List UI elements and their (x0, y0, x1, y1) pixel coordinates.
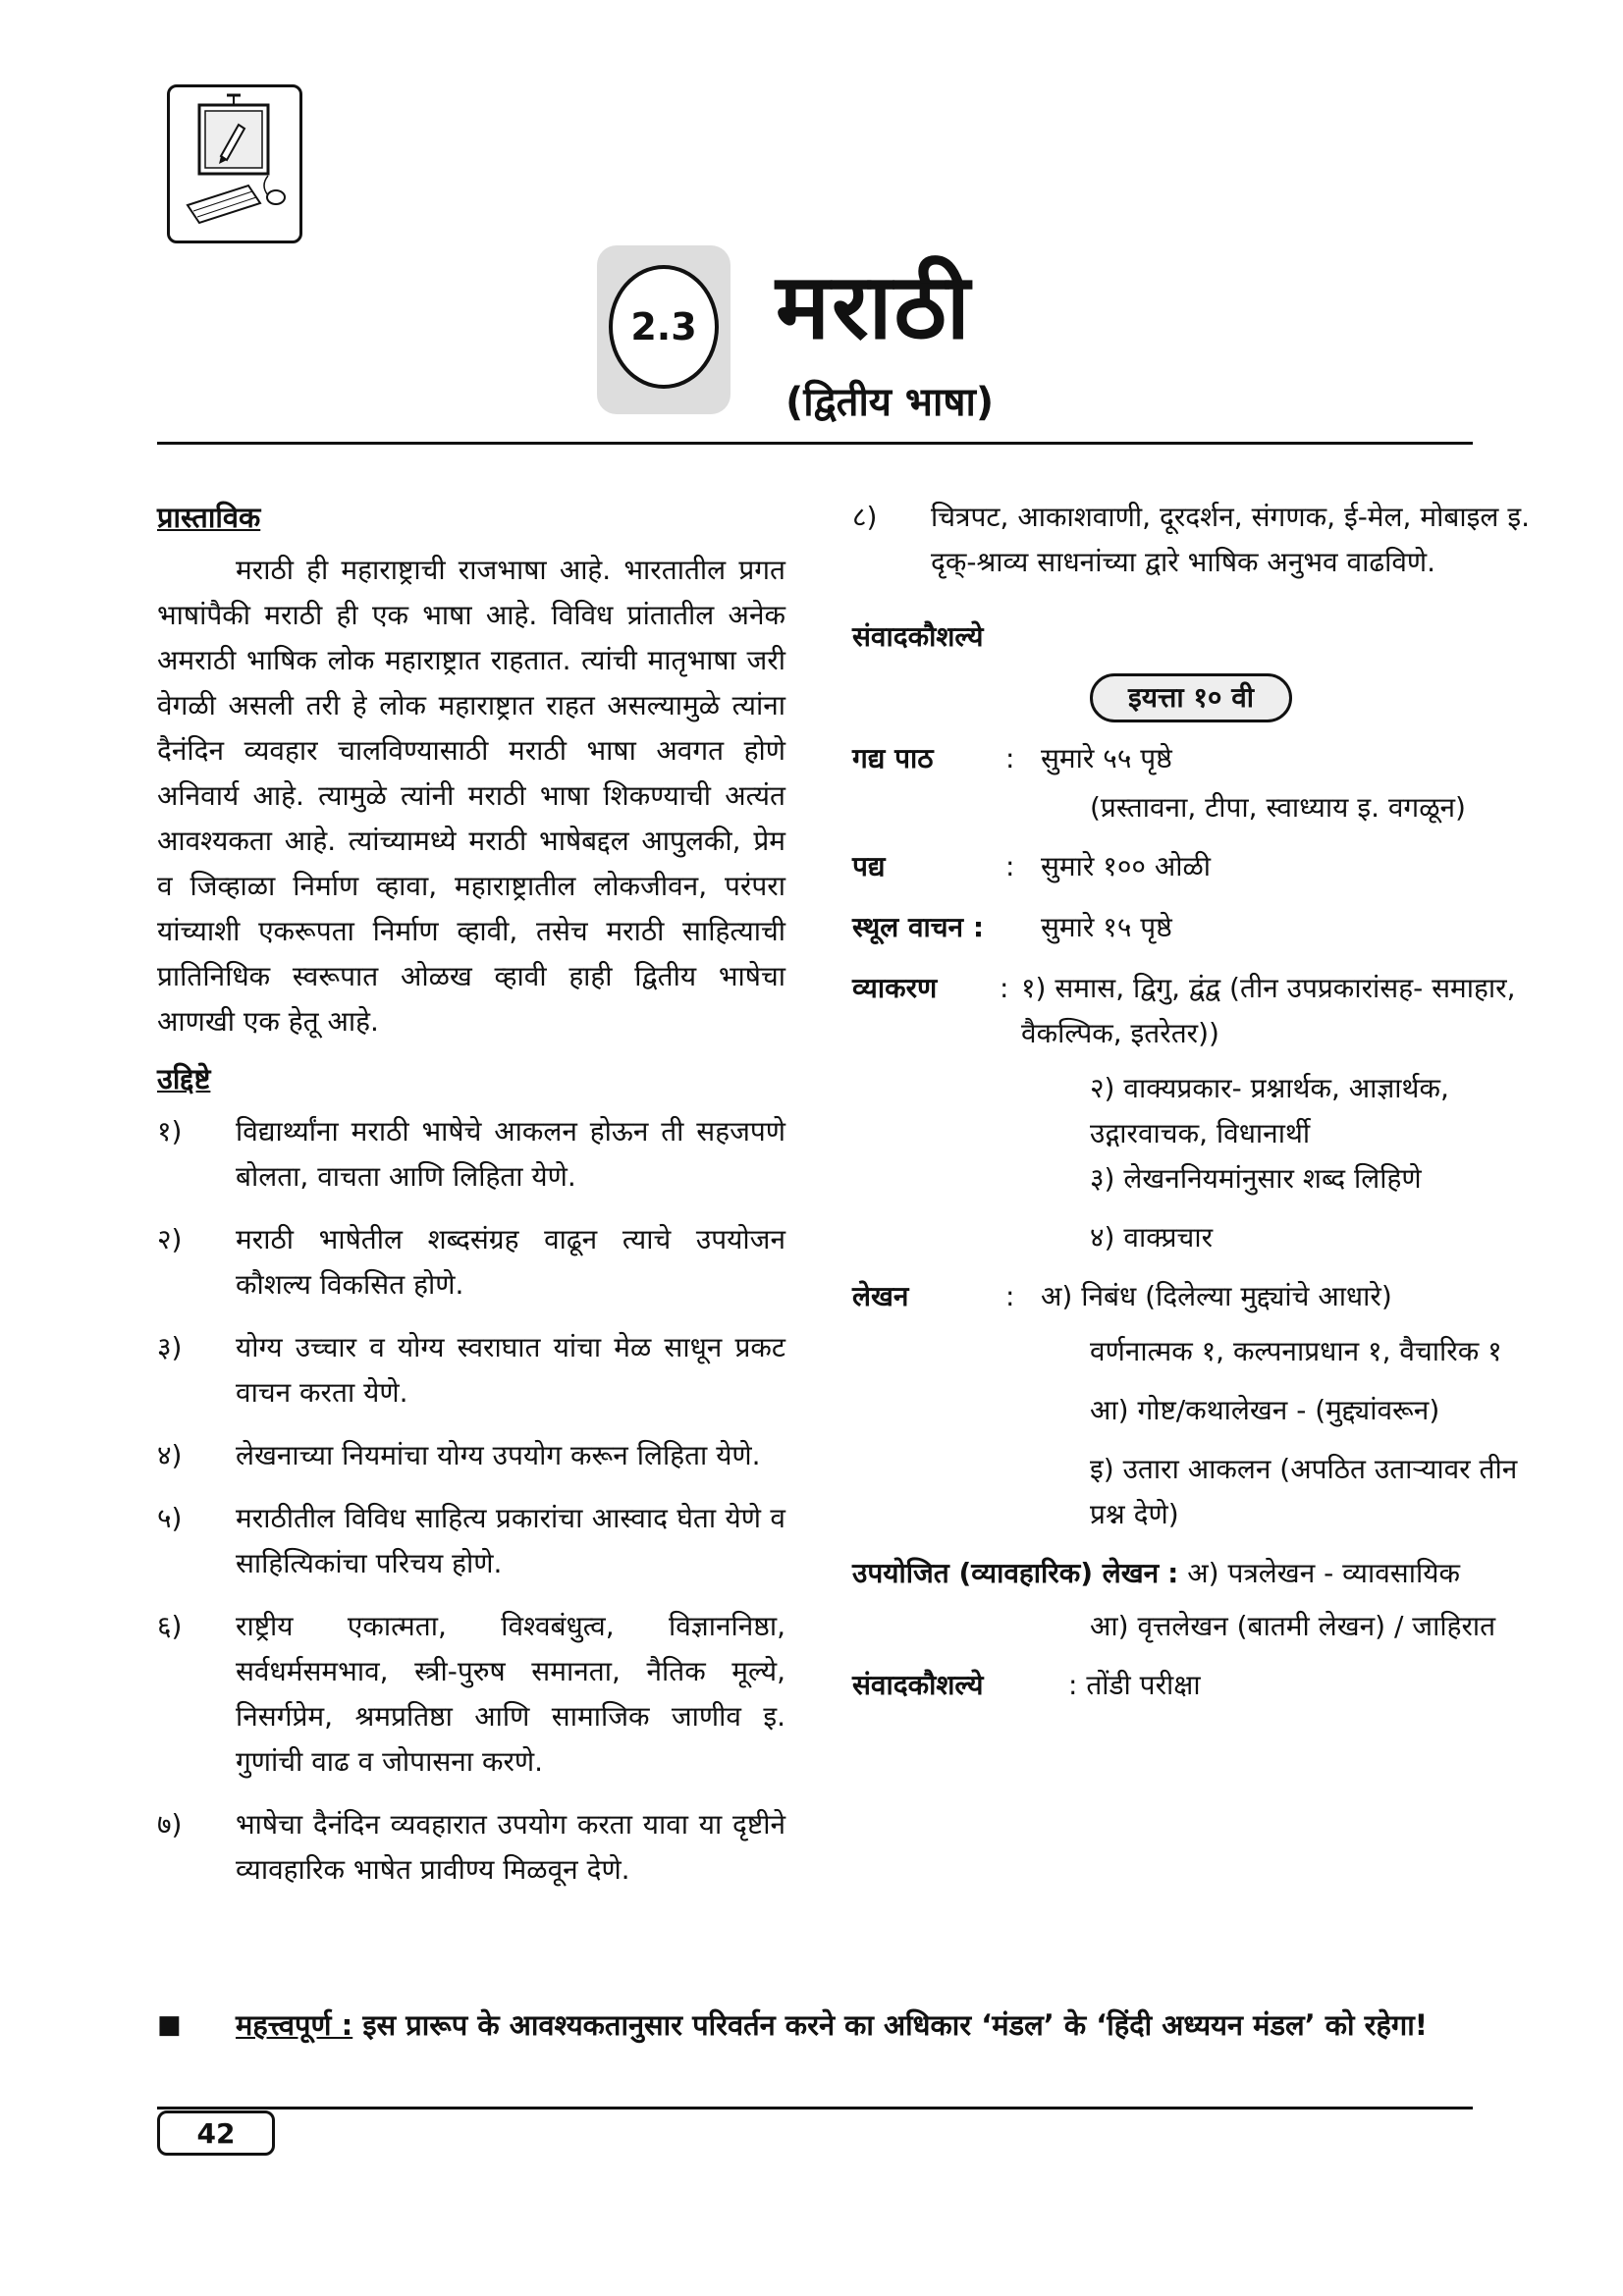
objective-num: ७) (157, 1808, 183, 1841)
objective-num: १) (157, 1115, 183, 1148)
computer-desk-icon (170, 87, 299, 240)
objective-item (852, 495, 1530, 585)
sthul-label-text: स्थूल वाचन (852, 911, 964, 943)
samvad-row (852, 1663, 1530, 1708)
objective-text: मराठीतील विविध साहित्य प्रकारांचा आस्वाद घेता येणे व साहित्यिकांचा परिचय होणे. (236, 1502, 785, 1579)
objective-text: लेखनाच्या नियमांचा योग्य उपयोग करून लिहिता येणे. (236, 1439, 761, 1471)
vyakaran-row (852, 966, 1530, 1056)
objective-text: विद्यार्थ्यांना मराठी भाषेचे आकलन होऊन ती सहजपणे बोलता, वाचता आणि लिहिता येणे. (236, 1115, 785, 1193)
objective-item (157, 1604, 785, 1785)
section-badge (609, 265, 719, 389)
note-label: महत्त्वपूर्ण : (236, 2008, 353, 2042)
objective-num: ६) (157, 1610, 183, 1642)
footer-divider (157, 2107, 1473, 2109)
samvad-label: संवादकौशल्ये (852, 1669, 984, 1701)
page-number: 42 (157, 2110, 275, 2156)
padya-row (852, 844, 1530, 889)
objectives-heading: उद्दिष्टे (157, 1062, 211, 1095)
colon: : (1005, 742, 1015, 774)
sthul-value: सुमारे १५ पृष्ठे (1041, 911, 1172, 943)
objective-text: राष्ट्रीय एकात्मता, विश्वबंधुत्व, विज्ञाननिष्ठा, सर्वधर्मसमभाव, स्त्री-पुरुष समानता, नैतिक मूल्ये, निसर्गप्रेम, श्रमप्रतिष्ठा आणि सामाजिक जाणीव इ. गुणांची वाढ व जोपासना करणे. (236, 1610, 785, 1778)
vyakaran-1: १) समास, द्विगु, द्वंद्व (तीन उपप्रकारांसह- समाहार, वैकल्पिक, इतरेतर)) (1021, 972, 1516, 1049)
upayojit-row (852, 1551, 1530, 1596)
upayojit-2: आ) वृत्तलेखन (बातमी लेखन) / जाहिरात (1090, 1610, 1496, 1642)
upayojit-1: अ) पत्रलेखन - व्यावसायिक (1187, 1557, 1460, 1589)
objective-num: ४) (157, 1439, 183, 1471)
objective-item (157, 1802, 785, 1893)
objective-item (157, 1109, 785, 1200)
objective-text: योग्य उच्चार व योग्य स्वराघात यांचा मेळ साधून प्रकट वाचन करता येणे. (236, 1331, 785, 1409)
page-subtitle: (द्वितीय भाषा) (785, 380, 995, 425)
note-text: इस प्रारूप के आवश्यकतानुसार परिवर्तन करने का अधिकार ‘मंडल’ के ‘हिंदी अध्ययन मंडल’ को रहेगा! (362, 2008, 1428, 2042)
sthul-label (852, 905, 1041, 950)
lekhan-1: अ) निबंध (दिलेल्या मुद्द्यांचे आधारे) (1041, 1280, 1392, 1312)
colon: : (972, 911, 985, 943)
intro-heading: प्रास्ताविक (157, 501, 261, 534)
objective-num: ८) (852, 501, 878, 533)
bullet-square-icon: ■ (157, 2010, 182, 2040)
right-column (852, 495, 1530, 1724)
objective-item (157, 1325, 785, 1415)
gadya-value: सुमारे ५५ पृष्ठे (1041, 742, 1172, 774)
vyakaran-label: व्याकरण (852, 972, 938, 1004)
gadya-note: (प्रस्तावना, टीपा, स्वाध्याय इ. वगळून) (1090, 791, 1466, 824)
colon: : (1005, 850, 1015, 882)
samvad-value: : तोंडी परीक्षा (1068, 1669, 1201, 1701)
intro-paragraph: मराठी ही महाराष्ट्राची राजभाषा आहे. भारतातील प्रगत भाषांपैकी मराठी ही एक भाषा आहे. विविध प्रांतातील अनेक अमराठी भाषिक लोक महाराष्ट्रात राहतात. त्यांची मातृभाषा जरी वेगळी असली तरी हे लोक महाराष्ट्रात राहत असल्यामुळे त्यांना दैनंदिन व्यवहार चालविण्यासाठी मराठी भाषा अवगत होणे अनिवार्य आहे. त्यामुळे त्यांनी मराठी भाषा शिकण्याची अत्यंत आवश्यकता आहे. त्यांच्यामध्ये मराठी भाषेबद्दल आपुलकी, प्रेम व जिव्हाळा निर्माण व्हावा, महाराष्ट्रातील लोकजीवन, परंपरा यांच्याशी एकरूपता निर्माण व्हावी, तसेच मराठी साहित्याची प्रातिनिधिक स्वरूपात ओळख व्हावी हाही द्वितीय भाषेचा आणखी एक हेतू आहे. (157, 554, 785, 1038)
objective-num: ५) (157, 1502, 183, 1534)
gadya-row (852, 736, 1530, 781)
objective-num: २) (157, 1223, 183, 1255)
padya-label: पद्य (852, 850, 886, 882)
objective-item (157, 1433, 785, 1478)
objective-num: ३) (157, 1331, 183, 1363)
colon: : (1005, 1280, 1015, 1312)
lekhan-3: इ) उतारा आकलन (अपठित उताऱ्यावर तीन प्रश्न देणे) (1090, 1453, 1518, 1530)
objective-text: चित्रपट, आकाशवाणी, दूरदर्शन, संगणक, ई-मेल, मोबाइल इ. दृक्-श्राव्य साधनांच्या द्वारे भाषिक अनुभव वाढविणे. (931, 501, 1530, 578)
lekhan-1b: वर्णनात्मक १, कल्पनाप्रधान १, वैचारिक १ (1090, 1335, 1502, 1367)
upayojit-label: उपयोजित (व्यावहारिक) लेखन (852, 1557, 1160, 1589)
section-number: 2.3 (630, 305, 697, 348)
vyakaran-4: ४) वाक्प्रचार (1090, 1221, 1214, 1254)
logo-box (167, 84, 302, 243)
colon: : (1000, 972, 1009, 1004)
lekhan-label: लेखन (852, 1280, 909, 1312)
grade-pill: इयत्ता १० वी (1090, 673, 1292, 722)
lekhan-2: आ) गोष्ट/कथालेखन - (मुद्द्यांवरून) (1090, 1394, 1440, 1426)
objective-text: भाषेचा दैनंदिन व्यवहारात उपयोग करता यावा या दृष्टीने व्यावहारिक भाषेत प्रावीण्य मिळवून देणे. (236, 1808, 785, 1886)
objective-item (157, 1496, 785, 1586)
vyakaran-2: २) वाक्यप्रकार- प्रश्नार्थक, आज्ञार्थक, उद्गारवाचक, विधानार्थी (1090, 1072, 1449, 1149)
lekhan-row (852, 1274, 1530, 1319)
padya-value: सुमारे १०० ओळी (1041, 850, 1212, 882)
vyakaran-3: ३) लेखननियमांनुसार शब्द लिहिणे (1090, 1162, 1422, 1195)
page-title: मराठी (776, 254, 972, 359)
objective-item (157, 1217, 785, 1308)
colon: : (1167, 1557, 1179, 1589)
gadya-label: गद्य पाठ (852, 742, 934, 774)
important-note (157, 2002, 1473, 2048)
header-divider (157, 442, 1473, 445)
sthul-row (852, 905, 1530, 950)
objective-text: मराठी भाषेतील शब्दसंग्रह वाढून त्याचे उपयोजन कौशल्य विकसित होणे. (236, 1223, 785, 1301)
left-column (157, 495, 785, 1910)
skills-heading: संवादकौशल्ये (852, 620, 984, 653)
